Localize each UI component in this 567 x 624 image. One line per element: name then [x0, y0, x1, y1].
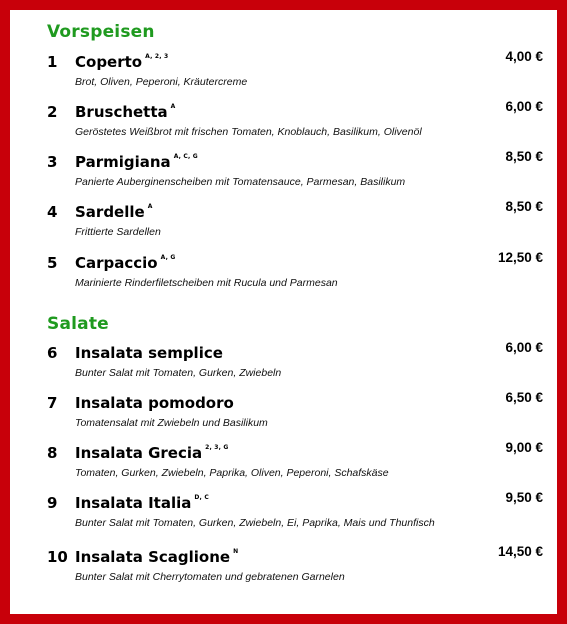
item-price: 6,50 € [505, 390, 543, 405]
item-name-wrap [75, 344, 226, 362]
item-price: 6,00 € [505, 340, 543, 355]
item-number: 1 [47, 53, 58, 71]
item-price: 6,00 € [505, 99, 543, 114]
item-allergens: 2, 3, G [205, 444, 229, 451]
item-number: 10 [47, 548, 68, 566]
item-description: Bunter Salat mit Tomaten, Gurken, Zwiebeln, Ei, Paprika, Mais und Thunfisch [75, 517, 435, 529]
item-description: Frittierte Sardellen [75, 226, 161, 238]
section-title-vorspeisen: Vorspeisen [47, 22, 155, 42]
item-number: 9 [47, 494, 58, 512]
item-name-wrap [75, 103, 176, 121]
item-description: Bunter Salat mit Tomaten, Gurken, Zwiebeln [75, 367, 282, 379]
menu-item [10, 544, 557, 592]
item-name-wrap [75, 53, 168, 71]
item-description: Marinierte Rinderfiletscheiben mit Rucula und Parmesan [75, 277, 338, 289]
item-description: Brot, Oliven, Peperoni, Kräutercreme [75, 76, 248, 88]
item-allergens: A [170, 103, 176, 110]
item-name: Insalata Grecia [75, 444, 203, 462]
item-name: Insalata semplice [75, 344, 223, 362]
item-allergens: A, G [160, 254, 176, 261]
item-name-wrap [75, 153, 198, 171]
item-name: Insalata pomodoro [75, 394, 234, 412]
item-price: 12,50 € [497, 250, 543, 265]
item-price: 9,00 € [505, 440, 543, 455]
item-price: 8,50 € [505, 149, 543, 164]
item-number: 4 [47, 203, 58, 221]
item-allergens: N [233, 548, 239, 555]
item-description: Panierte Auberginenscheiben mit Tomatensauce, Parmesan, Basilikum [75, 176, 406, 188]
item-description: Tomaten, Gurken, Zwiebeln, Paprika, Oliven, Peperoni, Schafskäse [75, 467, 389, 479]
item-name-wrap [75, 444, 229, 462]
item-price: 14,50 € [497, 544, 543, 559]
item-name: Sardelle [75, 203, 145, 221]
item-name-wrap [75, 203, 153, 221]
item-allergens: D, C [194, 494, 209, 501]
item-number: 5 [47, 254, 58, 272]
item-name: Bruschetta [75, 103, 168, 121]
item-price: 4,00 € [505, 49, 543, 64]
menu-item [10, 250, 557, 298]
item-name: Insalata Scaglione [75, 548, 231, 566]
item-price: 9,50 € [505, 490, 543, 505]
item-number: 2 [47, 103, 58, 121]
menu-page [10, 10, 557, 614]
item-description: Geröstetes Weißbrot mit frischen Tomaten, Knoblauch, Basilikum, Olivenöl [75, 126, 422, 138]
item-number: 6 [47, 344, 58, 362]
menu-item [10, 99, 557, 147]
item-number: 3 [47, 153, 58, 171]
item-number: 8 [47, 444, 58, 462]
menu-item [10, 149, 557, 197]
menu-item [10, 340, 557, 388]
item-description: Tomatensalat mit Zwiebeln und Basilikum [75, 417, 268, 429]
menu-item [10, 390, 557, 438]
item-name: Parmigiana [75, 153, 171, 171]
item-name-wrap [75, 254, 175, 272]
item-name-wrap [75, 394, 237, 412]
menu-item [10, 49, 557, 97]
menu-item [10, 490, 557, 538]
item-number: 7 [47, 394, 58, 412]
menu-item [10, 199, 557, 247]
item-description: Bunter Salat mit Cherrytomaten und gebratenen Garnelen [75, 571, 345, 583]
item-price: 8,50 € [505, 199, 543, 214]
section-title-salate: Salate [47, 314, 109, 334]
item-name: Insalata Italia [75, 494, 192, 512]
item-allergens: A [147, 203, 153, 210]
item-name-wrap [75, 494, 209, 512]
item-name: Coperto [75, 53, 143, 71]
menu-item [10, 440, 557, 488]
item-allergens: A, 2, 3 [145, 53, 169, 60]
item-name: Carpaccio [75, 254, 158, 272]
item-name-wrap [75, 548, 238, 566]
item-allergens: A, C, G [173, 153, 198, 160]
